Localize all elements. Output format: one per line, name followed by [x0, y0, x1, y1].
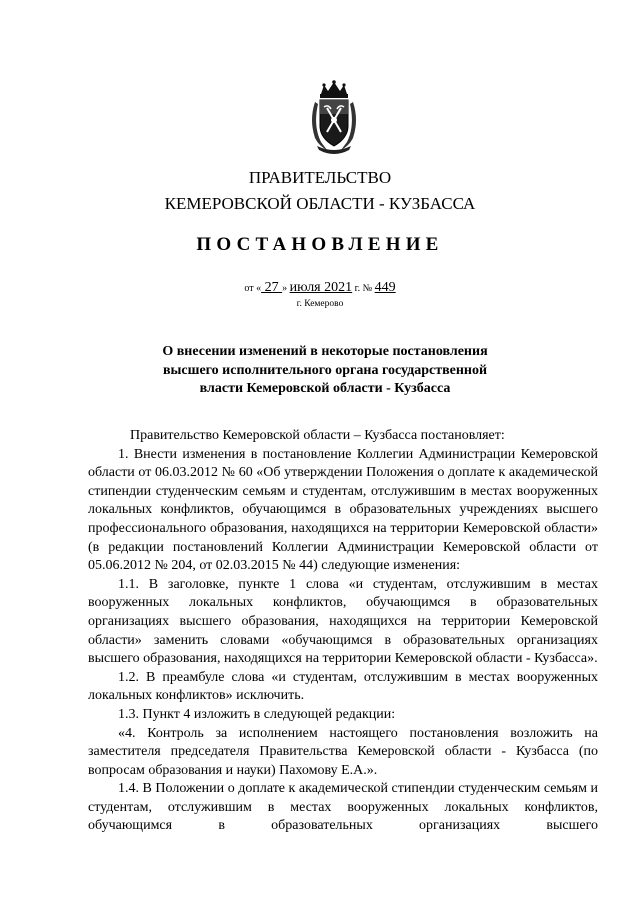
date-year-suffix: г.	[352, 283, 361, 294]
city-label: г. Кемерово	[296, 299, 344, 309]
body-paragraph-1-1: 1.1. В заголовке, пункте 1 слова «и студентам, отслужившим в местах вооруженных локальных конфликтов, обучающимся в образовательных организациях высшего образования, находящихся на территории Кемеровской области» заменить словами «обучающимся в образовательных организациях высшего образования, находящихся на территории Кемеровской области - Кузбасса».	[88, 576, 598, 667]
document-number: 449	[374, 280, 396, 295]
date-mid: »	[282, 283, 290, 294]
body-paragraph-1-4: 1.4. В Положении о доплате к академической стипендии студенческим семьям и студентам, отслужившим в местах вооруженных локальных конфликтов, обучающимся в образовательных организациях высшего	[88, 781, 598, 834]
body-paragraph-preamble: Правительство Кемеровской области – Кузбасса постановляет:	[130, 428, 505, 443]
document-subject	[150, 343, 500, 399]
number-label: №	[360, 283, 375, 294]
date-prefix: от «	[244, 283, 262, 294]
subject-line-1: О внесении изменений в некоторые постановления	[162, 344, 488, 359]
subject-line-2: высшего исполнительного органа государственной	[162, 362, 488, 378]
government-line-2: КЕМЕРОВСКОЙ ОБЛАСТИ - КУЗБАССА	[164, 194, 476, 213]
body-paragraph-quote: «4. Контроль за исполнением настоящего постановления возложить на заместителя председателя Правительства Кемеровской области - Кузбасса (по вопросам образования и науки) Пахомову Е.А.».	[88, 725, 598, 778]
subject-line-3: власти Кемеровской области - Кузбасса	[199, 381, 451, 396]
body-paragraph-1-2: 1.2. В преамбуле слова «и студентам, отслужившим в местах вооруженных локальных конфликтов» исключить.	[88, 669, 598, 704]
date-day: 27	[261, 280, 283, 295]
document-type-title: ПОСТАНОВЛЕНИЕ	[196, 234, 444, 255]
body-paragraph-1-3: 1.3. Пункт 4 изложить в следующей редакции:	[118, 706, 396, 722]
kemerovo-coat-of-arms-icon	[307, 80, 361, 154]
government-line-1: ПРАВИТЕЛЬСТВО	[248, 168, 392, 187]
document-body	[88, 427, 598, 836]
date-number-line	[0, 280, 640, 297]
body-paragraph-1: 1. Внести изменения в постановление Коллегии Администрации Кемеровской области от 06.03.2012 № 60 «Об утверждении Положения о доплате к академической стипендии студенческим семьям и студентам, отслужившим в местах вооруженных локальных конфликтов, обучающимся в образовательных учреждениях высшего профессионального образования, находящихся на территории Кемеровской области» (в редакции постановлений Коллегии Администрации Кемеровской области от 05.06.2012 № 204, от 02.03.2015 № 44) следующие изменения:	[88, 446, 598, 574]
date-month-year: июля 2021	[289, 280, 353, 295]
